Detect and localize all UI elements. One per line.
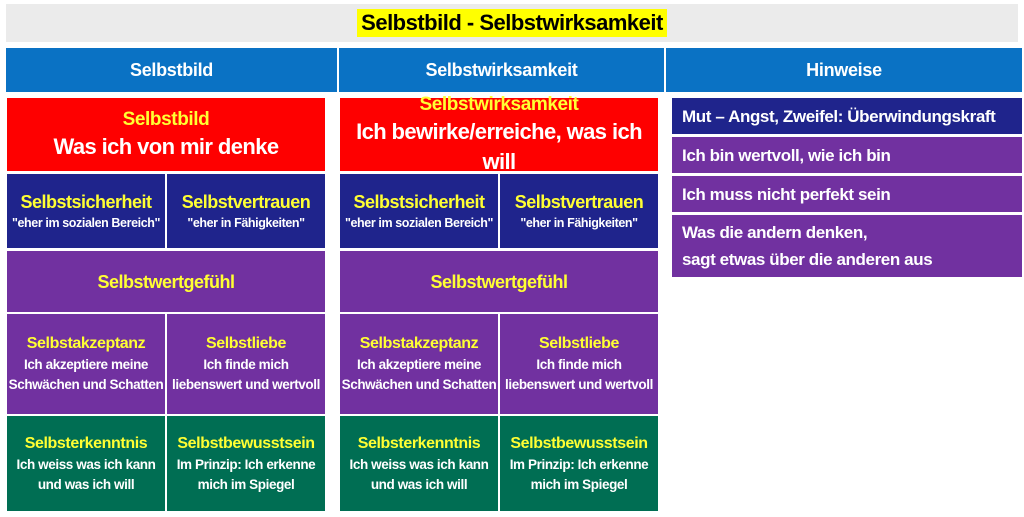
header-hinweise: Hinweise (666, 48, 1022, 92)
selbstsicherheit-box (6, 173, 166, 249)
note-perfekt (671, 175, 1023, 213)
box-heading: Selbsterkenntnis (24, 434, 148, 452)
box-text: Im Prinzip: Ich erkenne (509, 456, 649, 472)
box-text: Schwächen und Schatten (8, 377, 164, 392)
box-heading: Selbstsicherheit (353, 192, 485, 212)
box-text: "eher in Fähigkeiten" (520, 216, 638, 230)
note-text: sagt etwas über die anderen aus (682, 250, 933, 269)
box-text: und was ich will (37, 476, 135, 492)
box-heading: Selbstwertgefühl (97, 271, 235, 292)
box-heading: Selbstakzeptanz (359, 335, 479, 352)
box-text: Ich akzeptiere meine (356, 357, 482, 372)
box-text: und was ich will (370, 476, 468, 492)
selbstvertrauen-box (166, 173, 326, 249)
title-bar (6, 4, 1018, 42)
box-text: mich im Spiegel (530, 476, 628, 492)
box-heading: Selbstliebe (538, 335, 620, 352)
selbstakzeptanz-box (6, 313, 166, 415)
selbstliebe-box (499, 313, 659, 415)
box-heading: Selbstvertrauen (181, 192, 311, 212)
page-title: Selbstbild - Selbstwirksamkeit (357, 9, 667, 37)
selbsterkenntnis-box (339, 415, 499, 512)
box-subtitle: Was ich von mir denke (53, 133, 279, 159)
box-text: Ich finde mich (203, 357, 289, 372)
box-text: "eher im sozialen Bereich" (11, 216, 161, 230)
note-mut (671, 97, 1023, 135)
selbstliebe-box (166, 313, 326, 415)
box-heading: Selbstsicherheit (20, 192, 152, 212)
box-text: liebenswert und wertvoll (172, 377, 320, 392)
selbstwertgefuehl-box (6, 250, 326, 313)
box-heading: Selbstwertgefühl (430, 271, 568, 292)
selbstbild-top-box (6, 97, 326, 172)
box-subtitle: Ich bewirke/erreiche, was ich will (356, 118, 642, 174)
box-text: Ich weiss was ich kann (16, 456, 156, 472)
box-text: Ich weiss was ich kann (349, 456, 489, 472)
box-heading: Selbstbewusstsein (510, 434, 648, 452)
box-heading: Selbstbild (122, 108, 210, 130)
note-text: Ich muss nicht perfekt sein (682, 184, 891, 204)
box-heading: Selbstbewusstsein (177, 434, 315, 452)
selbstbewusstsein-box (166, 415, 326, 512)
box-text: "eher im sozialen Bereich" (344, 216, 494, 230)
box-heading: Selbstwirksamkeit (419, 93, 579, 115)
selbstwirksamkeit-top-box (339, 93, 659, 174)
box-text: "eher in Fähigkeiten" (187, 216, 305, 230)
box-heading: Selbstliebe (205, 335, 287, 352)
note-text: Was die andern denken, (682, 223, 868, 242)
selbstsicherheit-box (339, 173, 499, 249)
box-text: Im Prinzip: Ich erkenne (176, 456, 316, 472)
box-heading: Selbstakzeptanz (26, 335, 146, 352)
note-text: Ich bin wertvoll, wie ich bin (682, 145, 891, 165)
box-text: mich im Spiegel (197, 476, 295, 492)
box-text: Schwächen und Schatten (341, 377, 497, 392)
selbstbewusstsein-box (499, 415, 659, 512)
selbstakzeptanz-box (339, 313, 499, 415)
selbstwertgefuehl-box (339, 250, 659, 313)
header-selbstbild: Selbstbild (6, 48, 337, 92)
note-text: Mut – Angst, Zweifel: Überwindungskraft (682, 106, 996, 126)
box-text: Ich akzeptiere meine (23, 357, 149, 372)
box-text: liebenswert und wertvoll (505, 377, 653, 392)
selbsterkenntnis-box (6, 415, 166, 512)
note-andern-denken (671, 214, 1023, 278)
box-text: Ich finde mich (536, 357, 622, 372)
box-heading: Selbsterkenntnis (357, 434, 481, 452)
box-heading: Selbstvertrauen (514, 192, 644, 212)
selbstvertrauen-box (499, 173, 659, 249)
note-wertvoll (671, 136, 1023, 174)
header-selbstwirksamkeit: Selbstwirksamkeit (339, 48, 664, 92)
